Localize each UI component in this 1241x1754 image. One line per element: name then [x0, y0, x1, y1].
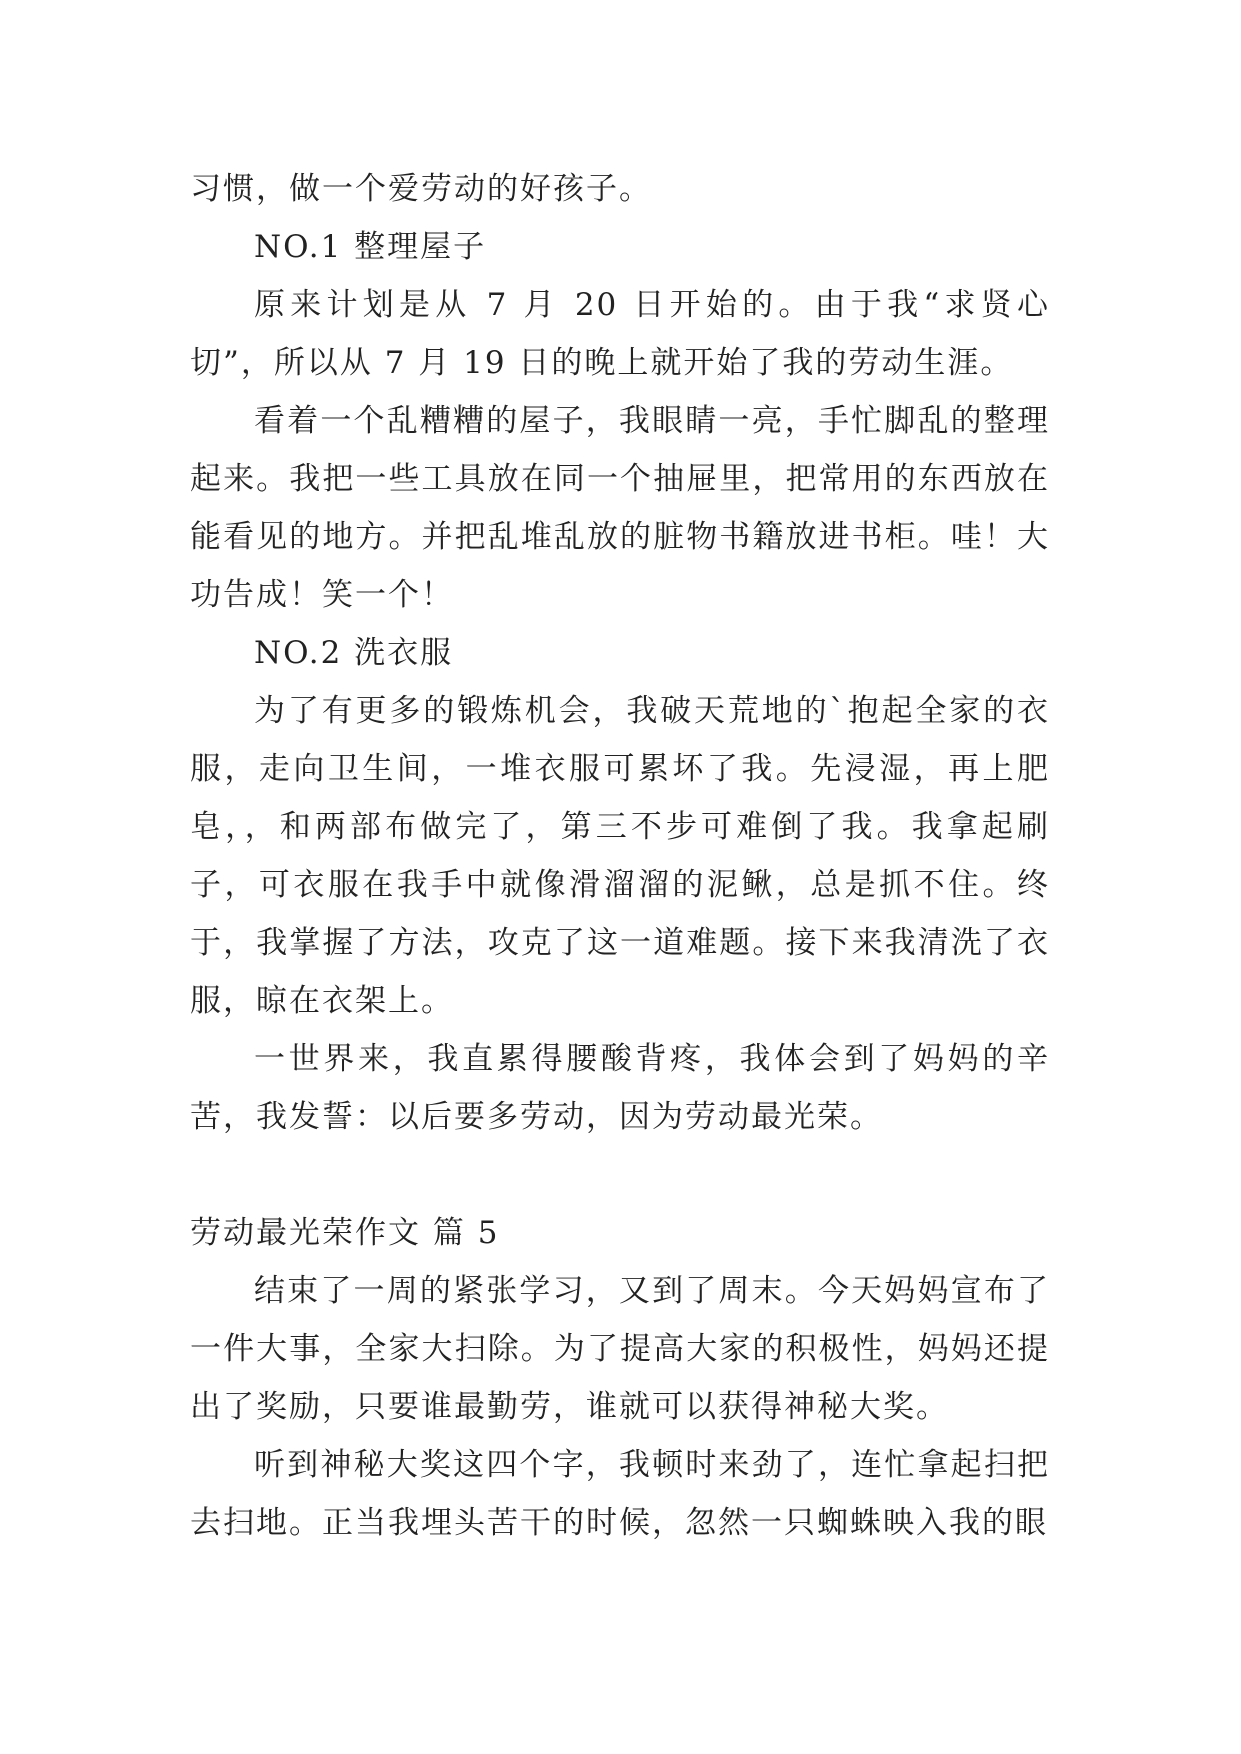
paragraph: 结束了一周的紧张学习，又到了周末。今天妈妈宣布了一件大事，全家大扫除。为了提高大家的积极性，妈妈还提出了奖励，只要谁最勤劳，谁就可以获得神秘大奖。 [190, 1273, 1050, 1425]
paragraph: 原来计划是从 7 月 20 日开始的。由于我“求贤心切”，所以从 7 月 19 日的晚上就开始了我的劳动生涯。 [190, 287, 1050, 381]
paragraph: 一世界来，我直累得腰酸背疼，我体会到了妈妈的辛苦，我发誓：以后要多劳动，因为劳动最光荣。 [190, 1041, 1050, 1135]
document-body [190, 160, 1050, 1552]
essay-title: 劳动最光荣作文 篇 5 [190, 1215, 500, 1251]
paragraph: 为了有更多的锻炼机会，我破天荒地的`抱起全家的衣服，走向卫生间，一堆衣服可累坏了我。先浸湿，再上肥皂，，和两部布做完了，第三不步可难倒了我。我拿起刷子，可衣服在我手中就像滑溜溜的泥鳅，总是抓不住。终于，我掌握了方法，攻克了这一道难题。接下来我清洗了衣服，晾在衣架上。 [190, 693, 1050, 1019]
paragraph: 看着一个乱糟糟的屋子，我眼睛一亮，手忙脚乱的整理起来。我把一些工具放在同一个抽屉里，把常用的东西放在能看见的地方。并把乱堆乱放的脏物书籍放进书柜。哇！大功告成！笑一个！ [190, 403, 1050, 613]
section-heading-no2: NO.2 洗衣服 [254, 635, 454, 671]
paragraph-continuation: 习惯，做一个爱劳动的好孩子。 [190, 171, 652, 207]
paragraph: 听到神秘大奖这四个字，我顿时来劲了，连忙拿起扫把去扫地。正当我埋头苦干的时候，忽然一只蜘蛛映入我的眼 [190, 1447, 1050, 1541]
section-heading-no1: NO.1 整理屋子 [254, 229, 487, 265]
